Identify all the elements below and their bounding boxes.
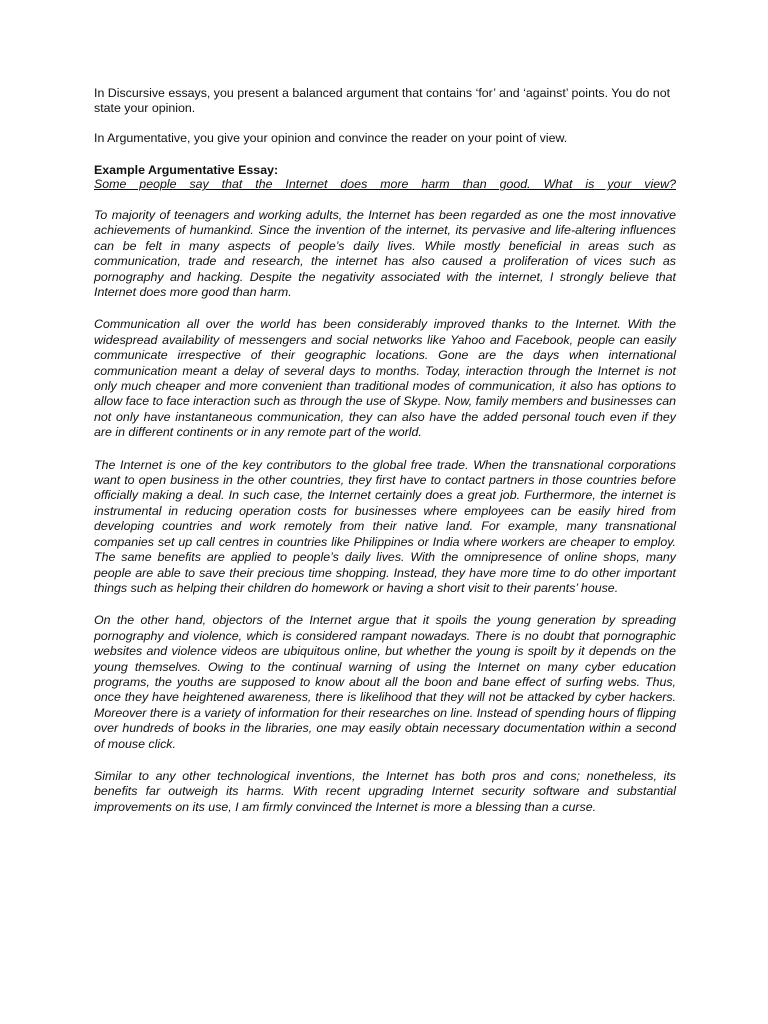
essay-paragraph-conclusion: Similar to any other technological inventions, the Internet has both pros and cons; nonetheless, its benefits far outweigh its harms. With recent upgrading Internet security software and substantial improvements on its use, I am firmly convinced the Internet is more a blessing than a curse. <box>94 768 676 814</box>
essay-paragraph-counterargument: On the other hand, objectors of the Internet argue that it spoils the young generation by spreading pornography and violence, which is considered rampant nowadays. There is no doubt that pornographic websites and violence videos are ubiquitous online, but whether the young is spoilt by it depends on the young themselves. Owing to the continual warning of using the Internet on many cyber education programs, the youths are supposed to know about all the boon and bane effect of surfing webs. Thus, once they have heightened awareness, there is likelihood that they will not be attacked by cyber hackers. Moreover there is a variety of information for their researches on line. Instead of spending hours of flipping over hundreds of books in the libraries, one may easily obtain necessary documentation within a second of mouse click. <box>94 613 676 751</box>
essay-paragraph-introduction: To majority of teenagers and working adults, the Internet has been regarded as one the most innovative achievements of humankind. Since the invention of the internet, its pervasive and life-altering influences can be felt in many aspects of people’s daily lives. While mostly beneficial in areas such as communication, trade and research, the internet has also caused a proliferation of vices such as pornography and hacking. Despite the negativity associated with the internet, I strongly believe that Internet does more good than harm. <box>94 207 676 299</box>
intro-discursive: In Discursive essays, you present a balanced argument that contains ‘for’ and ‘against’ points. You do not state your opinion. <box>94 86 671 115</box>
document-page <box>94 86 676 815</box>
example-heading: Example Argumentative Essay: <box>94 162 279 177</box>
essay-paragraph-trade: The Internet is one of the key contributors to the global free trade. When the transnational corporations want to open business in the other countries, they first have to contact partners in those countries before officially making a deal. In such case, the Internet certainly does a great job. Furthermore, the internet is instrumental in reducing operation costs for businesses where employees can be easily hired from developing countries and work remotely from their native land. For example, many transnational companies set up call centres in countries like Philippines or India where workers are cheaper to employ. The same benefits are applied to people’s daily lives. With the omnipresence of online shops, many people are able to save their precious time shopping. Instead, they have more time to do other important things such as helping their children do homework or having a short visit to their parents’ house. <box>94 457 676 595</box>
essay-paragraph-communication: Communication all over the world has been considerably improved thanks to the Internet. With the widespread availability of messengers and social networks like Yahoo and Facebook, people can easily communicate irrespective of their geographic locations. Gone are the days when international communication meant a delay of several days to months. Today, interaction through the Internet is not only much cheaper and more convenient than traditional modes of communication, it also has options to allow face to face interaction such as through the use of Skype. Now, family members and businesses can not only have instantaneous communication, they can also have the added personal touch even if they are in different continents or in any remote part of the world. <box>94 317 676 440</box>
intro-argumentative: In Argumentative, you give your opinion and convince the reader on your point of view. <box>94 131 568 146</box>
essay-question: Some people say that the Internet does more harm than good. What is your view? <box>94 177 676 192</box>
